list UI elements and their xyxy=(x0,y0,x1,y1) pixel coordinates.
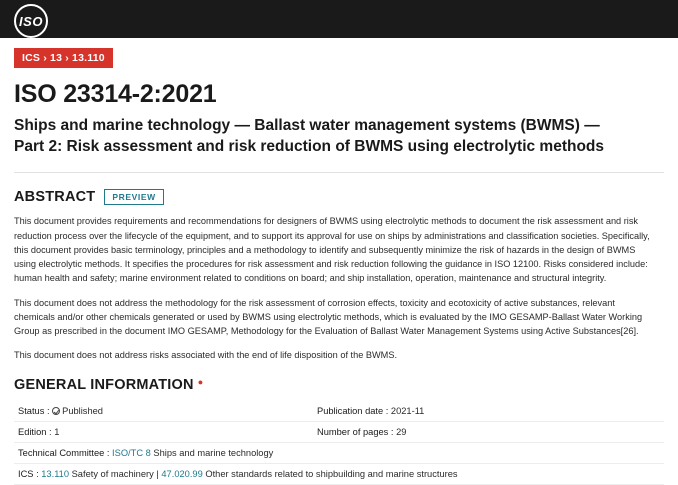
general-information-section xyxy=(0,377,678,485)
abstract-header xyxy=(14,189,664,206)
preview-button[interactable]: PREVIEW xyxy=(104,189,163,206)
technical-committee-link[interactable]: ISO/TC 8 xyxy=(112,447,151,458)
table-row xyxy=(14,401,664,422)
title-container xyxy=(0,68,678,158)
iso-logo[interactable] xyxy=(14,4,48,38)
technical-committee-value: Ships and marine technology xyxy=(153,447,274,458)
top-bar xyxy=(0,0,678,38)
status-cell xyxy=(14,401,313,422)
technical-committee-label: Technical Committee : xyxy=(18,447,110,458)
status-label: Status : xyxy=(18,405,50,416)
ics-link-2[interactable]: 47.020.99 xyxy=(161,468,203,479)
technical-committee-cell xyxy=(14,442,664,463)
publication-date-label: Publication date : xyxy=(317,405,389,416)
ics-label: ICS : xyxy=(18,468,39,479)
abstract-paragraph-3: This document does not address risks associated with the end of life disposition of the BWMS. xyxy=(14,350,398,361)
document-subtitle xyxy=(14,115,664,158)
number-of-pages-value: 29 xyxy=(396,426,407,437)
document-subtitle-line1: Ships and marine technology — Ballast water management systems (BWMS) — xyxy=(14,117,600,134)
status-badge: Published xyxy=(62,405,103,416)
document-subtitle-line2: Part 2: Risk assessment and risk reduction of BWMS using electrolytic methods xyxy=(14,138,605,156)
publication-date-cell xyxy=(313,401,664,422)
table-row xyxy=(14,463,664,484)
abstract-section xyxy=(0,189,678,363)
edition-label: Edition : xyxy=(18,426,52,437)
abstract-heading: ABSTRACT xyxy=(14,189,96,205)
general-information-header xyxy=(14,377,664,393)
ics-text-1: Safety of machinery xyxy=(71,468,154,479)
ics-text-2: Other standards related to shipbuilding and marine structures xyxy=(205,468,458,479)
ics-cell xyxy=(14,463,664,484)
general-information-heading: GENERAL INFORMATION xyxy=(14,376,194,393)
help-icon[interactable]: ● xyxy=(197,376,204,387)
abstract-paragraph-2: This document does not address the methodology for the risk assessment of corrosion effects, toxicity and ecotoxicity of active substances, relevant chemicals and/or other chemicals generated or used by BWMS using electrolytic methods, which is evaluated by the IMO GESAMP-Ballast Water Working Group as prescribed in the document IMO GESAMP, Methodology for the Evaluation of Ballast Water Management Systems using Active Substances[26]. xyxy=(14,297,643,336)
table-row xyxy=(14,442,664,463)
number-of-pages-label: Number of pages : xyxy=(317,426,394,437)
edition-cell xyxy=(14,421,313,442)
page-title: ISO 23314-2:2021 xyxy=(14,80,217,108)
general-information-table xyxy=(14,401,664,485)
breadcrumb-label: ICS › 13 › 13.110 xyxy=(22,52,105,64)
iso-logo-text: ISO xyxy=(19,13,43,29)
ics-link-1[interactable]: 13.110 xyxy=(41,468,70,479)
publication-date-value: 2021-11 xyxy=(390,405,425,416)
breadcrumb-container xyxy=(0,38,678,68)
check-circle-icon xyxy=(52,407,60,415)
edition-value: 1 xyxy=(54,426,60,437)
abstract-paragraph-1: This document provides requirements and recommendations for designers of BWMS using electrolytic methods to document the risk assessment and risk reduction process over the lifecycle of the equipment, and to support its approval for use on ships by administrations and classification societies. Specifically, this document provides basic terminology, principles and a methodology to identify and subsequently minimize the risk of hazards in the design of BWMS using electrolytic methods. It specifies the procedures for risk assessment and risk reduction following the guidance in ISO 12100. Risks considered include: human health and safety; marine environment related to conditions on board; and ship installation, operation, maintenance and structural integrity. xyxy=(14,216,650,284)
number-of-pages-cell xyxy=(313,421,664,442)
table-row xyxy=(14,421,664,442)
divider xyxy=(14,172,664,173)
ics-separator: | xyxy=(156,468,159,479)
breadcrumb[interactable] xyxy=(14,48,113,68)
